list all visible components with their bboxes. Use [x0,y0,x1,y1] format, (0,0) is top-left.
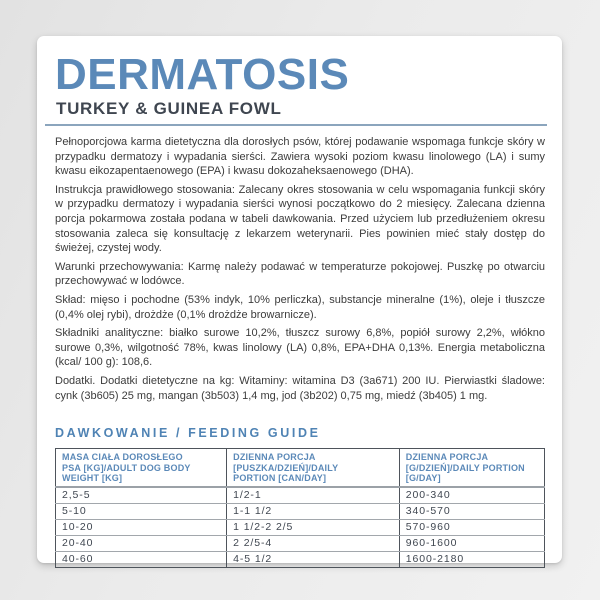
header-line: PSA [KG]/ADULT DOG BODY [62,462,191,473]
header-line: [G/DAY] [405,473,441,484]
table-header-body-weight [56,449,227,487]
table-cell-cans: 4-5 1/2 [227,551,400,567]
paragraph-composition: Skład: mięso i pochodne (53% indyk, 10% perliczka), substancje mineralne (1%), oleje i tłuszcze (0,4% olej rybi), drożdże (0,1% drożdże browarnicze). [55,293,545,321]
header-line: WEIGHT [KG] [62,473,123,484]
table-cell-grams: 570-960 [399,519,544,535]
header-line: [G/DZIEŃ]/DAILY PORTION [405,462,525,473]
product-subtitle: TURKEY & GUINEA FOWL [56,99,282,118]
feeding-guide-heading: DAWKOWANIE / FEEDING GUIDE [55,426,321,441]
table-header-daily-portion-grams [399,449,544,487]
table-cell-weight: 2,5-5 [56,487,227,504]
header-line: DZIENNA PORCJA [405,452,489,463]
paragraph-additives: Dodatki. Dodatki dietetyczne na kg: Witaminy: witamina D3 (3a671) 200 IU. Pierwiastki śladowe: cynk (3b605) 25 mg, mangan (3b503) 1,4 mg, jod (3b202) 0,75 mg, miedź (3b405) 1 mg. [55,374,545,402]
table-row [56,503,545,519]
table-cell-cans: 1-1 1/2 [227,503,400,519]
table-row [56,487,545,504]
table-cell-cans: 1/2-1 [227,487,400,504]
table-cell-grams: 960-1600 [399,535,544,551]
product-title: DERMATOSIS [55,50,350,99]
header-line: DZIENNA PORCJA [233,452,316,463]
table-cell-cans: 1 1/2-2 2/5 [227,519,400,535]
table-cell-weight: 5-10 [56,503,227,519]
description-block [55,135,545,403]
paragraph-product-description: Pełnoporcjowa karma dietetyczna dla dorosłych psów, której podawanie wspomaga funkcje skóry w przypadku dermatozy i wypadania sierści. Zawiera wysoki poziom kwasu linolowego (LA) i sumy kwasu eikozapentaenowego (EPA) i kwasu dokozaheksaenowego (DHA). [55,136,545,178]
table-header-row [56,449,545,487]
paragraph-analytical-constituents: Składniki analityczne: białko surowe 10,2%, tłuszcz surowy 6,8%, popiół surowy 2,2%, włókno surowe 0,3%, wilgotność 78%, kwas linolowy (LA) 0,8%, EPA+DHA 0,13%. Energia metaboliczna (kcal/ 100 g): 108,6. [55,327,545,369]
table-cell-weight: 20-40 [56,535,227,551]
table-cell-weight: 10-20 [56,519,227,535]
table-header-daily-portion-can [227,449,400,487]
header-line: MASA CIAŁA DOROSŁEGO [62,452,183,463]
title-divider [45,124,547,126]
paragraph-storage-conditions: Warunki przechowywania: Karmę należy podawać w temperaturze pokojowej. Puszkę po otwarciu przechowywać w lodówce. [55,260,545,288]
table-row [56,519,545,535]
paragraph-usage-instructions: Instrukcja prawidłowego stosowania: Zalecany okres stosowania w celu wspomagania funkcji skóry w przypadku dermatozy i wypadania sierści wynosi początkowo do 2 miesięcy. Zalecana dzienna porcja pokarmowa została podana w tabeli dawkowania. Przed użyciem lub przedłużeniem okresu stosowania zaleca się konsultację z lekarzem weterynarii. Pies powinien mieć stały dostęp do świeżej, czystej wody. [55,183,545,255]
table-cell-cans: 2 2/5-4 [227,535,400,551]
header-line: [PUSZKA/DZIEŃ]/DAILY [233,462,339,473]
label-card [37,36,562,563]
table-cell-weight: 40-60 [62,552,94,565]
table-row [56,551,545,567]
table-cell-grams: 200-340 [399,487,544,504]
table-cell-grams: 1600-2180 [399,551,544,567]
feeding-guide-table [55,448,545,568]
table-cell-grams: 340-570 [399,503,544,519]
table-row [56,535,545,551]
header-line: PORTION [CAN/DAY] [233,473,327,484]
